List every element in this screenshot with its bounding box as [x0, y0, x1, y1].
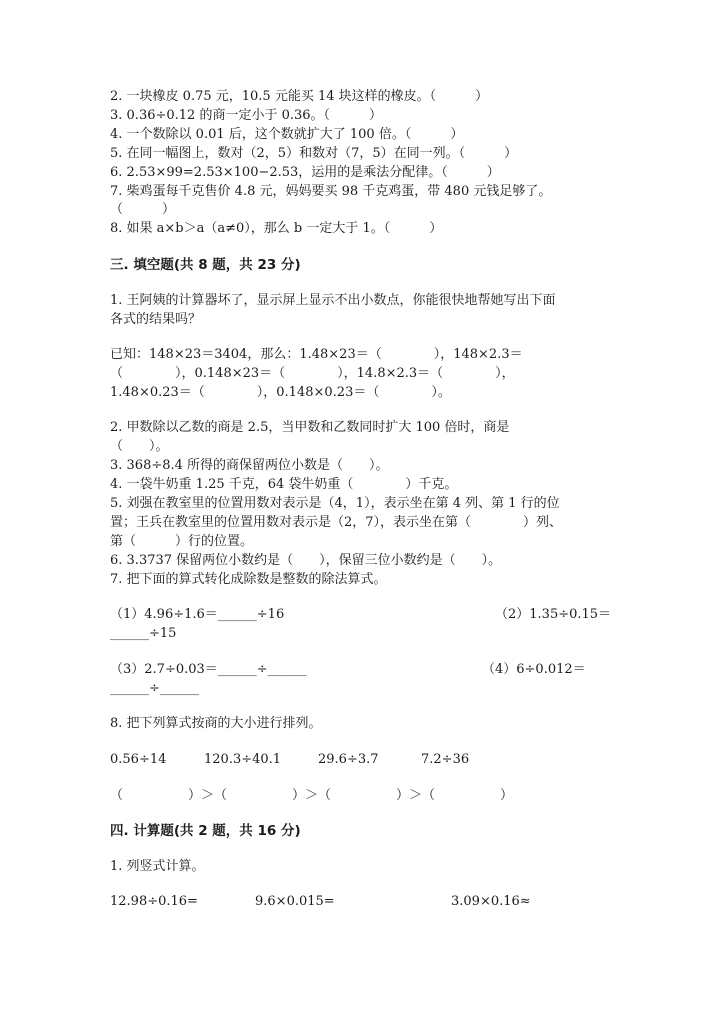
- fill-q8-order: （ ）＞（ ）＞（ ）＞（ ）: [110, 788, 514, 803]
- fill-q2-line1: 2. 甲数除以乙数的商是 2.5，当甲数和乙数同时扩大 100 倍时，商是: [110, 420, 510, 435]
- fill-q1-given-1: 已知：148×23＝3404，那么：1.48×23＝（ ），148×2.3＝: [110, 347, 523, 362]
- fill-q8-expr-1: 0.56÷14: [110, 752, 167, 767]
- fill-q1-line2: 各式的结果吗？: [110, 312, 202, 327]
- section4-heading: 四. 计算题(共 2 题，共 16 分): [110, 823, 301, 839]
- calc-expr-3: 3.09×0.16≈: [451, 894, 531, 909]
- fill-q7-item1: （1）4.96÷1.6＝______÷16: [110, 607, 285, 622]
- judge-item-4: 4. 一个数除以 0.01 后，这个数就扩大了 100 倍。（ ）: [110, 127, 464, 142]
- fill-q8-expr-2: 120.3÷40.1: [204, 752, 282, 767]
- fill-q7-item4: （4）6÷0.012＝: [482, 662, 586, 677]
- fill-q3: 3. 368÷8.4 所得的商保留两位小数是（ ）。: [110, 458, 389, 473]
- fill-q7-item2: （2）1.35÷0.15＝: [495, 607, 612, 622]
- fill-q5-line3: 第（ ）行的位置。: [110, 534, 254, 549]
- fill-q1-given-2: （ ），0.148×23＝（ ），14.8×2.3＝（ ），: [110, 366, 515, 381]
- section3-heading: 三. 填空题(共 8 题，共 23 分): [110, 257, 301, 273]
- judge-item-6: 6. 2.53×99=2.53×100−2.53，运用的是乘法分配律。（ ）: [110, 165, 500, 180]
- fill-q1-given-3: 1.48×0.23＝（ ），0.148×0.23＝（ ）。: [110, 385, 451, 400]
- fill-q2-line2: （ ）。: [110, 439, 169, 454]
- fill-q1-line1: 1. 王阿姨的计算器坏了，显示屏上显示不出小数点，你能很快地帮她写出下面: [110, 293, 556, 308]
- calc-expr-1: 12.98÷0.16=: [110, 894, 198, 909]
- fill-q6: 6. 3.3737 保留两位小数约是（ ），保留三位小数约是（ ）。: [110, 553, 502, 568]
- fill-q7-item4-cont: ______÷______: [110, 681, 199, 696]
- fill-q8-title: 8. 把下列算式按商的大小进行排列。: [110, 716, 322, 731]
- fill-q8-expr-3: 29.6÷3.7: [318, 752, 379, 767]
- fill-q8-expr-4: 7.2÷36: [421, 752, 470, 767]
- fill-q7-item2-cont: ______÷15: [110, 626, 177, 641]
- judge-item-5: 5. 在同一幅图上，数对（2，5）和数对（7，5）在同一列。（ ）: [110, 146, 518, 161]
- judge-item-8: 8. 如果 a×b＞a（a≠0），那么 b 一定大于 1。（ ）: [110, 221, 443, 236]
- fill-q5-line1: 5. 刘强在教室里的位置用数对表示是（4，1），表示坐在第 4 列、第 1 行的位: [110, 496, 560, 511]
- fill-q7-item3: （3）2.7÷0.03＝______÷______: [110, 662, 307, 677]
- judge-item-7: 7. 柴鸡蛋每千克售价 4.8 元，妈妈要买 98 千克鸡蛋，带 480 元钱足够了。: [110, 184, 552, 199]
- fill-q7-title: 7. 把下面的算式转化成除数是整数的除法算式。: [110, 572, 387, 587]
- judge-item-7-answer: （ ）: [110, 202, 176, 217]
- judge-item-3: 3. 0.36÷0.12 的商一定小于 0.36。（ ）: [110, 108, 383, 123]
- judge-item-2: 2. 一块橡皮 0.75 元，10.5 元能买 14 块这样的橡皮。（ ）: [110, 89, 489, 104]
- fill-q4: 4. 一袋牛奶重 1.25 千克，64 袋牛奶重（ ）千克。: [110, 477, 458, 492]
- calc-expr-2: 9.6×0.015=: [255, 894, 335, 909]
- fill-q5-line2: 置；王兵在教室里的位置用数对表示是（2，7），表示坐在第（ ）列、: [110, 515, 563, 530]
- calc-q1-title: 1. 列竖式计算。: [110, 859, 205, 874]
